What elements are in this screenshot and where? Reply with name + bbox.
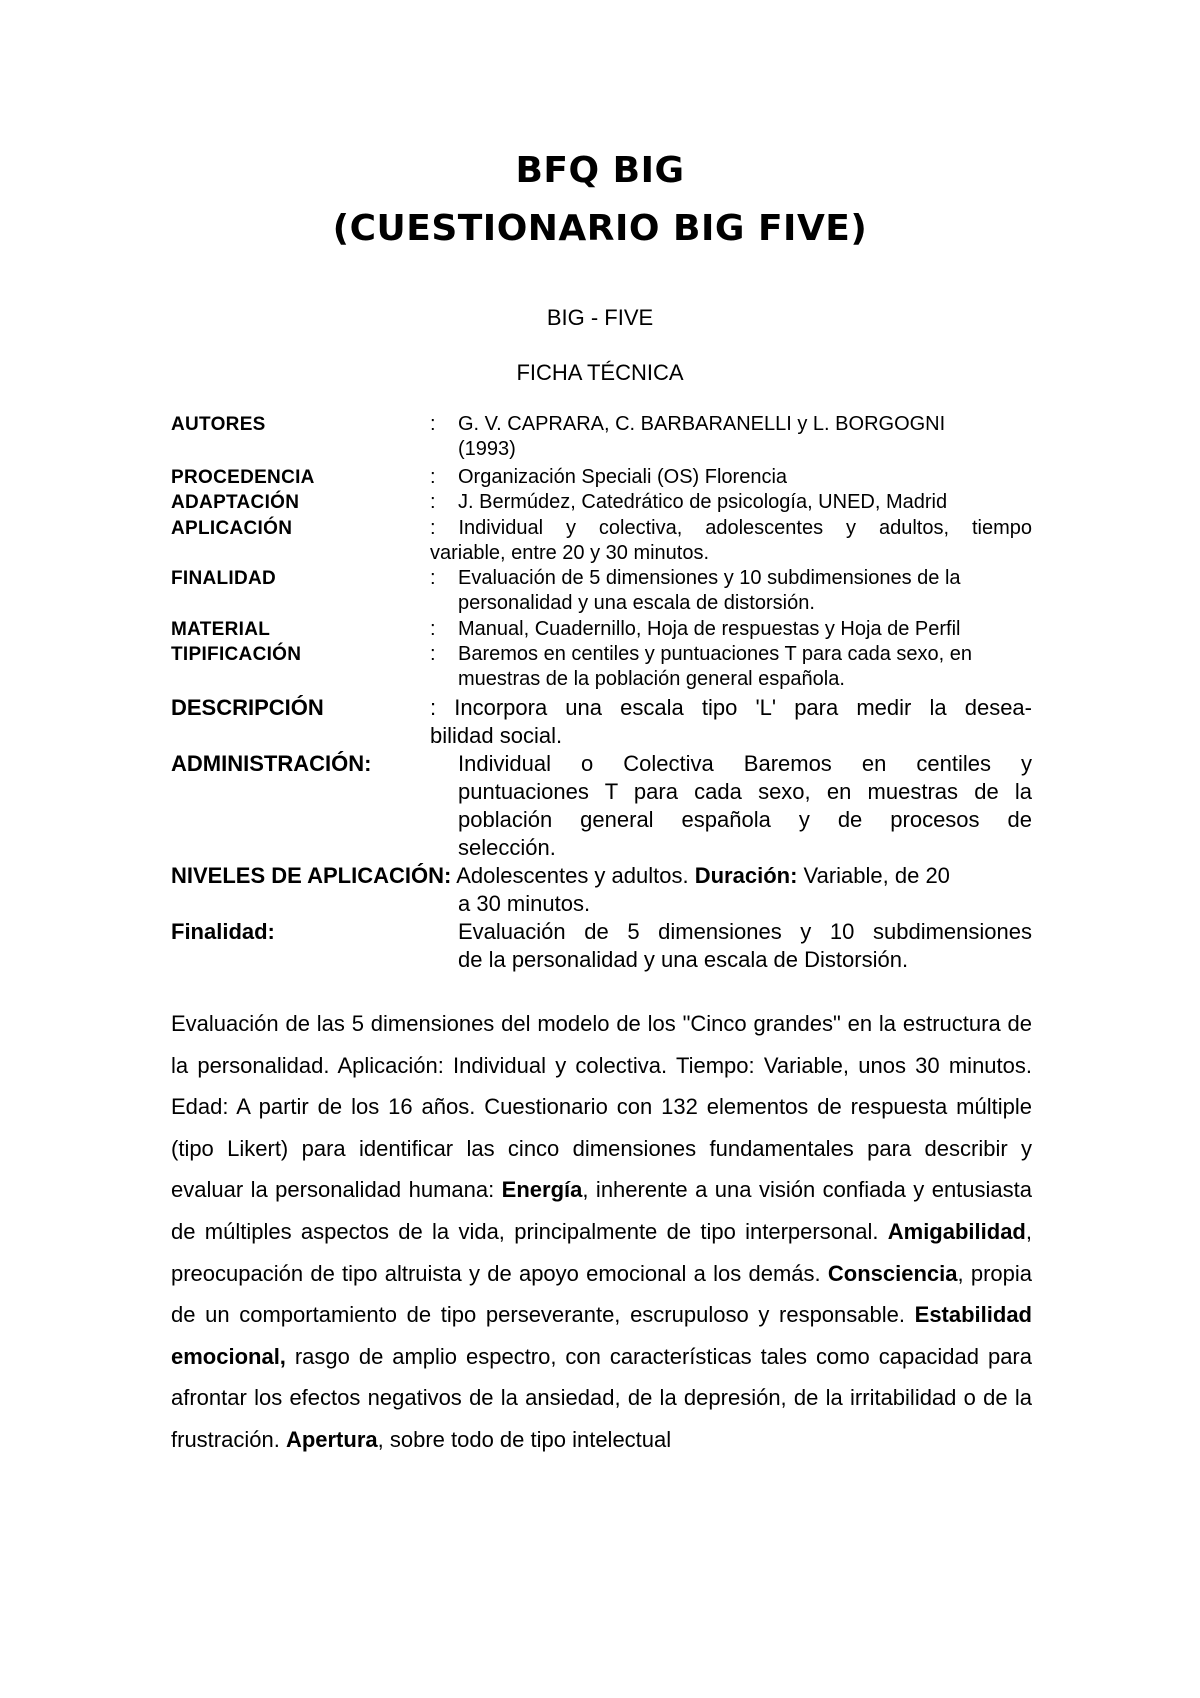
administracion-value-1: Individual o Colectiva Baremos en centiles y [458,751,1032,776]
autores-value: G. V. CAPRARA, C. BARBARANELLI y L. BORGOGNI [458,413,946,435]
paragraph-text-2: , inherente a una visión confiada y entusiasta de múltiples aspectos de la vida, principalmente de tipo interpersonal. [171,1177,1033,1244]
niveles-label: NIVELES DE APLICACIÓN: [171,863,452,888]
administracion-value-2: puntuaciones T para cada sexo, en muestras de la [458,779,1032,804]
administracion-value-3: población general española y de procesos de [458,807,1032,832]
description-paragraph [171,1003,1032,1461]
administracion-label: ADMINISTRACIÓN: [171,751,372,776]
autores-value-cont: (1993) [458,438,516,460]
aplicacion-value-cont: variable, entre 20 y 30 minutos. [430,542,710,564]
duracion-value-cont: a 30 minutos. [458,891,591,916]
document-title-subtitle: (CUESTIONARIO BIG FIVE) [332,208,868,249]
tipificacion-value: Baremos en centiles y puntuaciones T para cada sexo, en [458,643,973,665]
section-heading: FICHA TÉCNICA [516,360,684,385]
finalidad2-value-2: de la personalidad y una escala de Distorsión. [458,947,909,972]
paragraph-text-3: , preocupación de tipo altruista y de apoyo emocional a los demás. [171,1218,1032,1286]
finalidad2-value-1: Evaluación de 5 dimensiones y 10 subdimensiones [458,919,1032,944]
term-energia: Energía [501,1177,583,1203]
finalidad-value: Evaluación de 5 dimensiones y 10 subdimensiones de la [458,567,961,589]
finalidad-label: FINALIDAD [171,568,277,589]
procedencia-value: Organización Speciali (OS) Florencia [458,466,788,488]
descripcion-value: : Incorpora una escala tipo 'L' para medir la desea- [430,695,1032,720]
adaptacion-colon: : [430,491,436,513]
term-consciencia: Consciencia [827,1260,958,1286]
procedencia-label: PROCEDENCIA [171,467,315,488]
tipificacion-label: TIPIFICACIÓN [171,644,302,665]
finalidad-colon: : [430,567,436,589]
descripcion-label: DESCRIPCIÓN [171,695,324,720]
tipificacion-colon: : [430,643,436,665]
descripcion-value-cont: bilidad social. [430,723,563,748]
niveles-value: Adolescentes y adultos. [456,863,689,888]
finalidad2-label: Finalidad: [171,919,275,944]
subtitle: BIG - FIVE [546,305,654,330]
document-title: BFQ BIG [515,150,685,191]
term-apertura: Apertura [285,1426,378,1452]
procedencia-colon: : [430,466,436,488]
aplicacion-label: APLICACIÓN [171,518,293,539]
term-amigabilidad: Amigabilidad [887,1218,1026,1244]
finalidad-value-cont: personalidad y una escala de distorsión. [458,592,815,614]
paragraph-text-1: Evaluación de las 5 dimensiones del modelo de los "Cinco grandes" en la estructura de la personalidad. Aplicación: Individual y colectiva. Tiempo: Variable, unos 30 minutos. Edad: A partir de los 16 años. Cuestionario con 132 elementos de respuesta múltiple (tipo Likert) para identificar las cinco dimensiones fundamentales para describir y evaluar la personalidad humana: [171,1011,1032,1203]
duracion-label: Duración: [694,863,798,888]
material-value: Manual, Cuadernillo, Hoja de respuestas y Hoja de Perfil [458,618,961,640]
autores-colon: : [430,413,436,435]
duracion-value: Variable, de 20 [803,863,950,888]
material-label: MATERIAL [171,619,271,640]
term-estabilidad-emocional: Estabilidad emocional, [171,1302,1032,1369]
paragraph-text-5: rasgo de amplio espectro, con características tales como capacidad para afrontar los efectos negativos de la ansiedad, de la depresión, de la irritabilidad o de la frustración. [171,1343,1032,1452]
tipificacion-value-cont: muestras de la población general española. [458,668,845,690]
administracion-value-4: selección. [458,835,556,860]
adaptacion-value: J. Bermúdez, Catedrático de psicología, UNED, Madrid [458,491,948,513]
autores-label: AUTORES [171,414,266,435]
aplicacion-value: : Individual y colectiva, adolescentes y adultos, tiempo [430,517,1032,539]
adaptacion-label: ADAPTACIÓN [171,492,300,513]
paragraph-text-4: , propia de un comportamiento de tipo perseverante, escrupuloso y responsable. [171,1260,1032,1328]
paragraph-text-6: , sobre todo de tipo intelectual [377,1426,672,1452]
niveles-line [171,862,950,890]
material-colon: : [430,618,436,640]
